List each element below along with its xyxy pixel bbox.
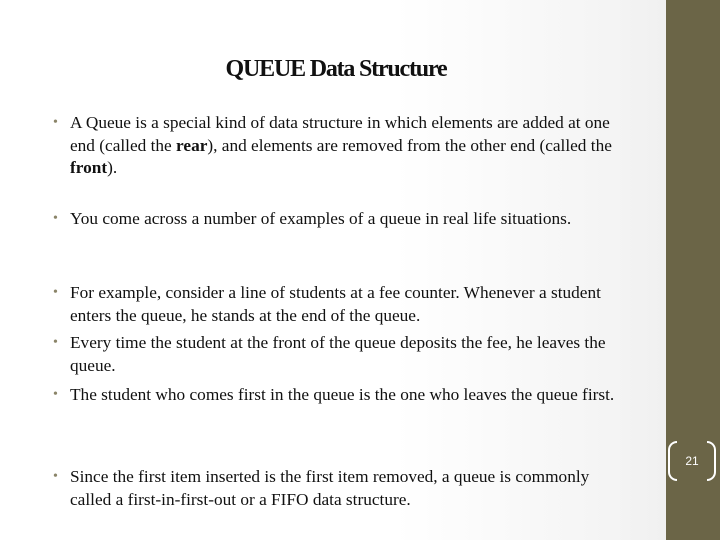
bullet-dot-icon: • [53, 469, 58, 484]
slide-title: QUEUE Data Structure [225, 56, 447, 82]
bullet-text: You come across a number of examples of a queue in real life situations. [70, 209, 572, 228]
bullet-dot-icon: • [53, 285, 58, 300]
bullet-dot-icon: • [53, 387, 58, 402]
bullet-text: The student who comes first in the queue is the one who leaves the queue first. [70, 385, 615, 404]
bullet-dot-icon: • [53, 115, 58, 130]
bullet-item [53, 466, 633, 511]
bullet-bold-term-rear: rear [176, 135, 208, 155]
bullet-bold-term-front: front [70, 158, 108, 177]
bullet-text: Every time the student at the front of the queue deposits the fee, he leaves the queue. [70, 333, 606, 375]
bullet-text-part: A Queue is a special kind of data structure in which elements are added at one end (called the [70, 113, 610, 155]
bullet-item [53, 282, 633, 327]
bullet-dot-icon: • [53, 211, 58, 226]
bullet-item [53, 384, 633, 407]
bullet-item [53, 112, 633, 180]
bullet-dot-icon: • [53, 335, 58, 350]
bullet-text-part: ), and elements are removed from the other end (called the [207, 135, 612, 155]
bullet-text: Since the first item inserted is the first item removed, a queue is commonly called a first-in-first-out or a FIFO data structure. [70, 467, 590, 509]
right-brace-icon [707, 441, 716, 481]
page-number: 21 [685, 454, 699, 468]
bullet-text: For example, consider a line of students at a fee counter. Whenever a student enters the queue, he stands at the end of the queue. [70, 283, 601, 325]
bullet-text-part: ). [107, 158, 118, 177]
bullet-item [53, 332, 633, 377]
bullet-item [53, 208, 633, 231]
left-brace-icon [668, 441, 677, 481]
